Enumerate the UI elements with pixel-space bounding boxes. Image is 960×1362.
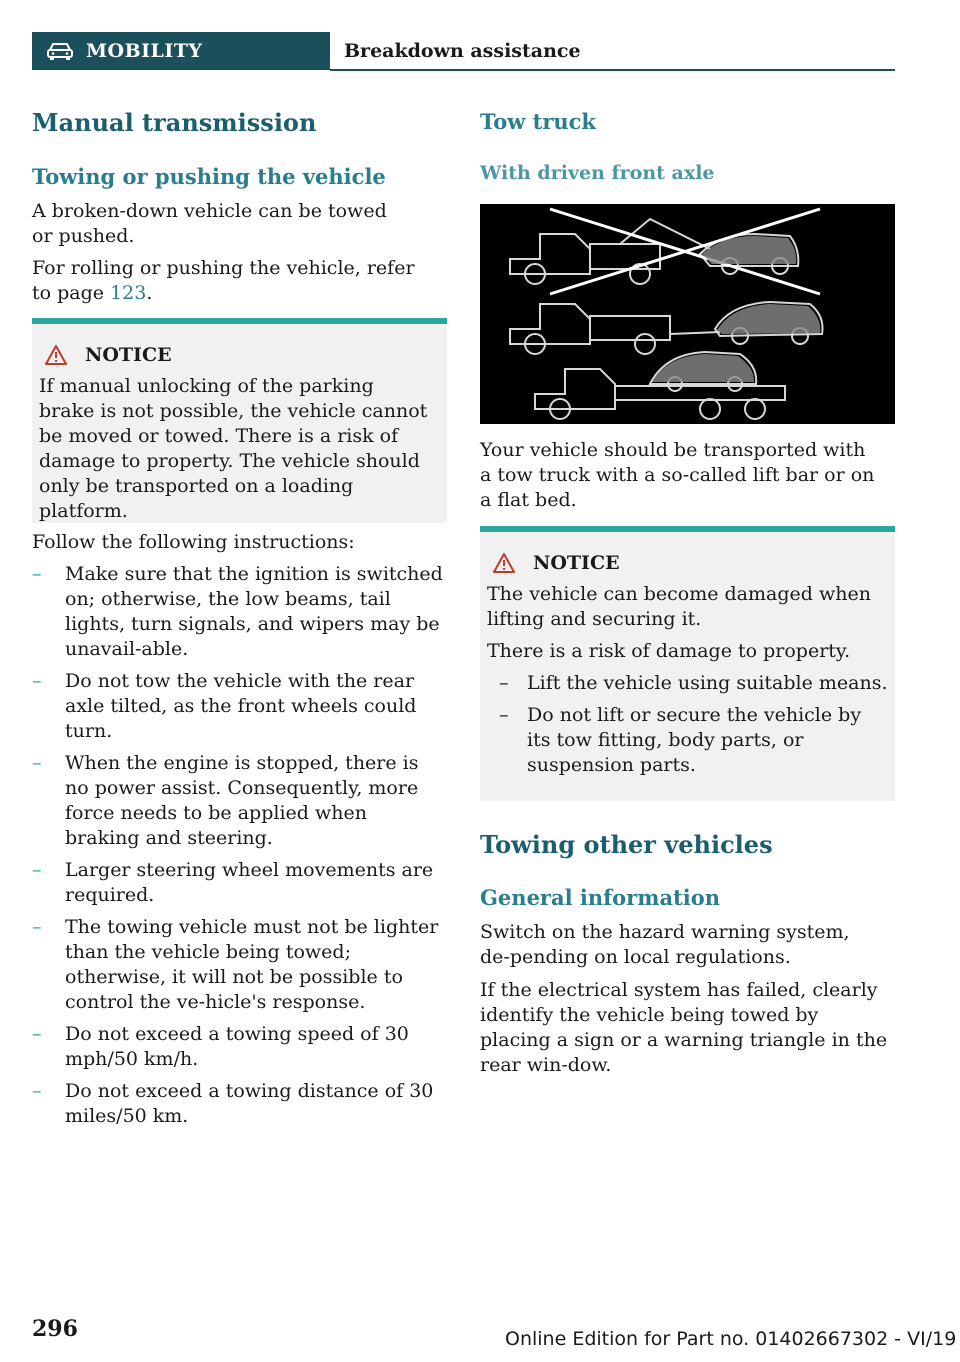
subheading-driven-front-axle: With driven front axle bbox=[480, 162, 715, 184]
list-item: – Do not lift or secure the vehicle by its tow fitting, body parts, or suspension parts. bbox=[499, 704, 862, 776]
notice-title-2 bbox=[487, 552, 888, 574]
notice-title-text-2: NOTICE bbox=[533, 552, 620, 574]
page-header bbox=[32, 32, 895, 70]
section-tab bbox=[32, 32, 330, 70]
para-rolling-end: . bbox=[146, 282, 153, 304]
heading-tow-truck: Tow truck bbox=[480, 109, 596, 134]
para-electrical: If the electrical system has failed, clearly identify the vehicle being towed by placing a sign or a warning triangle in the rear win-dow. bbox=[480, 979, 888, 1076]
subheading-towing: Towing or pushing the vehicle bbox=[32, 164, 386, 189]
page-link[interactable]: 123 bbox=[110, 282, 147, 304]
section-label: MOBILITY bbox=[86, 40, 203, 62]
notice-text: If manual unlocking of the parking brake is not possible, the vehicle cannot be moved or towed. There is a risk of damage to property. The vehicle should only be transported on a loading platform. bbox=[39, 375, 428, 522]
notice-title-text: NOTICE bbox=[85, 344, 172, 366]
header-rule bbox=[330, 69, 895, 71]
instruction-list bbox=[32, 562, 444, 1129]
list-item: – Make sure that the ignition is switched on; otherwise, the low beams, tail lights, turn signals, and wipers may be unavail-able. bbox=[32, 563, 443, 660]
page-number: 296 bbox=[32, 1316, 78, 1342]
tow-truck-illustration bbox=[480, 204, 895, 424]
warning-icon bbox=[493, 553, 515, 573]
notice-title bbox=[39, 344, 440, 366]
notice-box bbox=[32, 318, 447, 523]
heading-towing-other: Towing other vehicles bbox=[480, 830, 773, 859]
list-item: – When the engine is stopped, there is no power assist. Consequently, more force needs to be applied when braking and steering. bbox=[32, 752, 419, 849]
list-item: – The towing vehicle must not be lighter than the vehicle being towed; otherwise, it will not be possible to control the ve-hicle's response. bbox=[32, 916, 439, 1013]
para-rolling bbox=[32, 256, 432, 306]
instructions-intro: Follow the following instructions: bbox=[32, 531, 355, 553]
car-icon bbox=[46, 41, 74, 61]
list-item: – Do not exceed a towing speed of 30 mph/50 km/h. bbox=[32, 1023, 409, 1070]
para-broken-down: A broken-down vehicle can be towed or pushed. bbox=[32, 200, 387, 247]
list-item: – Lift the vehicle using suitable means. bbox=[499, 672, 888, 694]
subheading-general-info: General information bbox=[480, 885, 721, 910]
heading-manual-transmission: Manual transmission bbox=[32, 108, 317, 137]
notice-text-2b: There is a risk of damage to property. bbox=[487, 640, 851, 662]
list-item: – Do not tow the vehicle with the rear axle tilted, as the front wheels could turn. bbox=[32, 670, 417, 742]
notice-box-2 bbox=[480, 526, 895, 801]
notice-bullet-list bbox=[487, 671, 888, 778]
list-item: – Do not exceed a towing distance of 30 miles/50 km. bbox=[32, 1080, 434, 1127]
para-transport: Your vehicle should be transported with a tow truck with a so-called lift bar or on a flat bed. bbox=[480, 439, 875, 511]
para-rolling-text: For rolling or pushing the vehicle, refer to page bbox=[32, 257, 415, 304]
list-item: – Larger steering wheel movements are required. bbox=[32, 859, 434, 906]
chapter-title: Breakdown assistance bbox=[344, 40, 581, 62]
para-hazard: Switch on the hazard warning system, de-pending on local regulations. bbox=[480, 921, 850, 968]
notice-text-2a: The vehicle can become damaged when lifting and securing it. bbox=[487, 583, 871, 630]
warning-icon bbox=[45, 345, 67, 365]
edition-footer: Online Edition for Part no. 01402667302 - VI/19 bbox=[505, 1328, 957, 1350]
